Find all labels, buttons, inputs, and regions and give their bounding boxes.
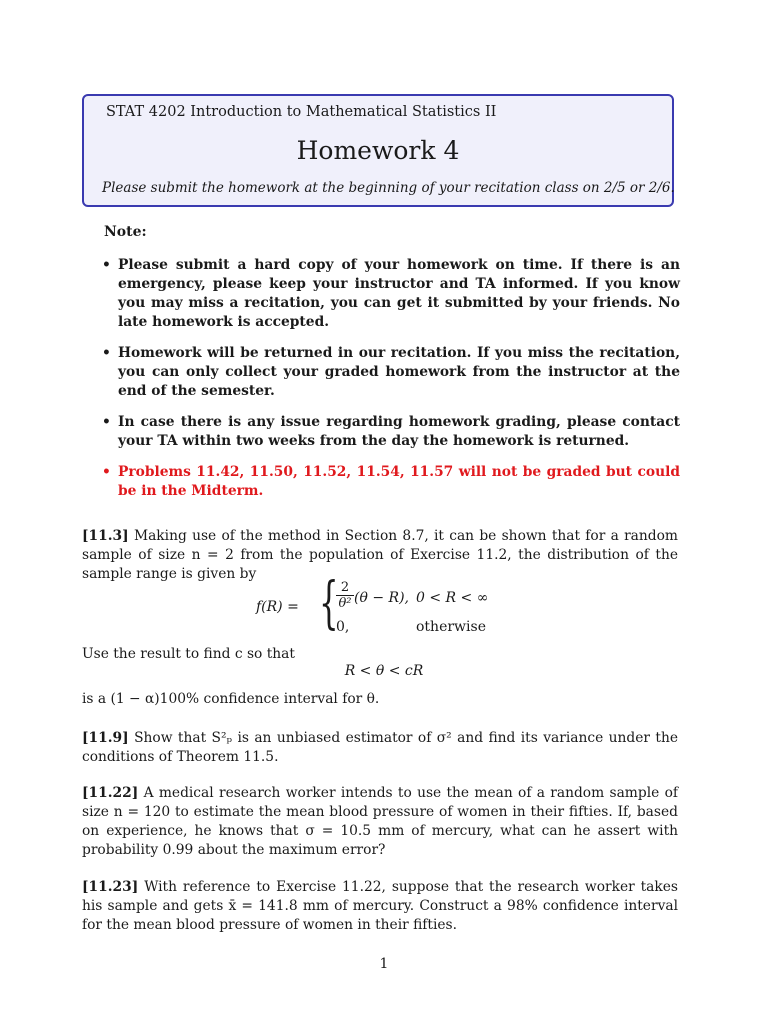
problem-text: Making use of the method in Section 8.7, it can be shown that for a random sample of size n = 2 from the population of Exercise 11.2, the distribution of the sample range is given by xyxy=(82,528,679,582)
problem-11-3-conclusion: is a (1 − α)100% confidence interval for θ. xyxy=(82,691,380,707)
fraction-numerator: 2 xyxy=(336,580,354,596)
problem-11-3-intro xyxy=(82,527,678,584)
problem-number: [11.23] xyxy=(82,879,139,895)
submission-note: Please submit the homework at the beginning of your recitation class on 2/5 or 2/6. xyxy=(102,180,675,196)
bullet-icon: • xyxy=(102,414,111,430)
note-text: In case there is any issue regarding homework grading, please contact your TA within two weeks from the day the homework is returned. xyxy=(118,414,680,449)
page-number: 1 xyxy=(379,956,389,972)
note-list xyxy=(100,256,680,513)
course-title: STAT 4202 Introduction to Mathematical Statistics II xyxy=(106,104,497,120)
formula-lhs: f(R) = xyxy=(256,599,299,615)
note-item-highlighted xyxy=(100,463,680,501)
problem-text: A medical research worker intends to use the mean of a random sample of size n = 120 to estimate the mean blood pressure of women in their fifties. If, based on experience, he knows that σ = 10.5 mm of mercury, what can he assert with probability 0.99 about the maximum error? xyxy=(82,785,678,858)
formula-brace: { xyxy=(319,571,339,636)
problem-11-22 xyxy=(82,784,678,860)
note-text: Problems 11.42, 11.50, 11.52, 11.54, 11.57 will not be graded but could be in the Midterm. xyxy=(118,464,680,499)
problem-11-3-use: Use the result to find c so that xyxy=(82,646,295,662)
bullet-icon: • xyxy=(102,345,111,361)
problem-11-9 xyxy=(82,729,678,767)
bullet-icon: • xyxy=(102,257,111,273)
note-label: Note: xyxy=(104,224,147,240)
piecewise-formula xyxy=(256,571,516,640)
note-item xyxy=(100,344,680,401)
note-text: Please submit a hard copy of your homework on time. If there is an emergency, please keep your instructor and TA informed. If you know you may miss a recitation, you can get it submitted by your friends. No late homework is accepted. xyxy=(118,257,680,330)
case1-condition: 0 < R < ∞ xyxy=(416,590,489,606)
problem-number: [11.9] xyxy=(82,730,129,746)
fraction-denominator: θ² xyxy=(338,596,352,611)
case2-expression: 0, xyxy=(336,619,350,635)
problem-text: Show that S²ₚ is an unbiased estimator of σ² and find its variance under the conditions of Theorem 11.5. xyxy=(82,730,678,765)
bullet-icon: • xyxy=(102,464,111,480)
homework-title: Homework 4 xyxy=(296,136,460,165)
interval-equation: R < θ < cR xyxy=(344,663,424,679)
note-item xyxy=(100,413,680,451)
problem-number: [11.22] xyxy=(82,785,139,801)
problem-number: [11.3] xyxy=(82,528,129,544)
header-box xyxy=(82,94,674,207)
formula-fraction xyxy=(336,580,354,611)
problem-text: With reference to Exercise 11.22, suppose that the research worker takes his sample and gets x̄ = 141.8 mm of mercury. Construct a 98% confidence interval for the mean blood pressure of women in their fifties. xyxy=(82,879,679,933)
note-item xyxy=(100,256,680,332)
problem-11-23 xyxy=(82,878,678,935)
case2-condition: otherwise xyxy=(416,619,486,635)
case1-expression: (θ − R), xyxy=(354,590,409,606)
note-text: Homework will be returned in our recitation. If you miss the recitation, you can only collect your graded homework from the instructor at the end of the semester. xyxy=(118,345,680,399)
